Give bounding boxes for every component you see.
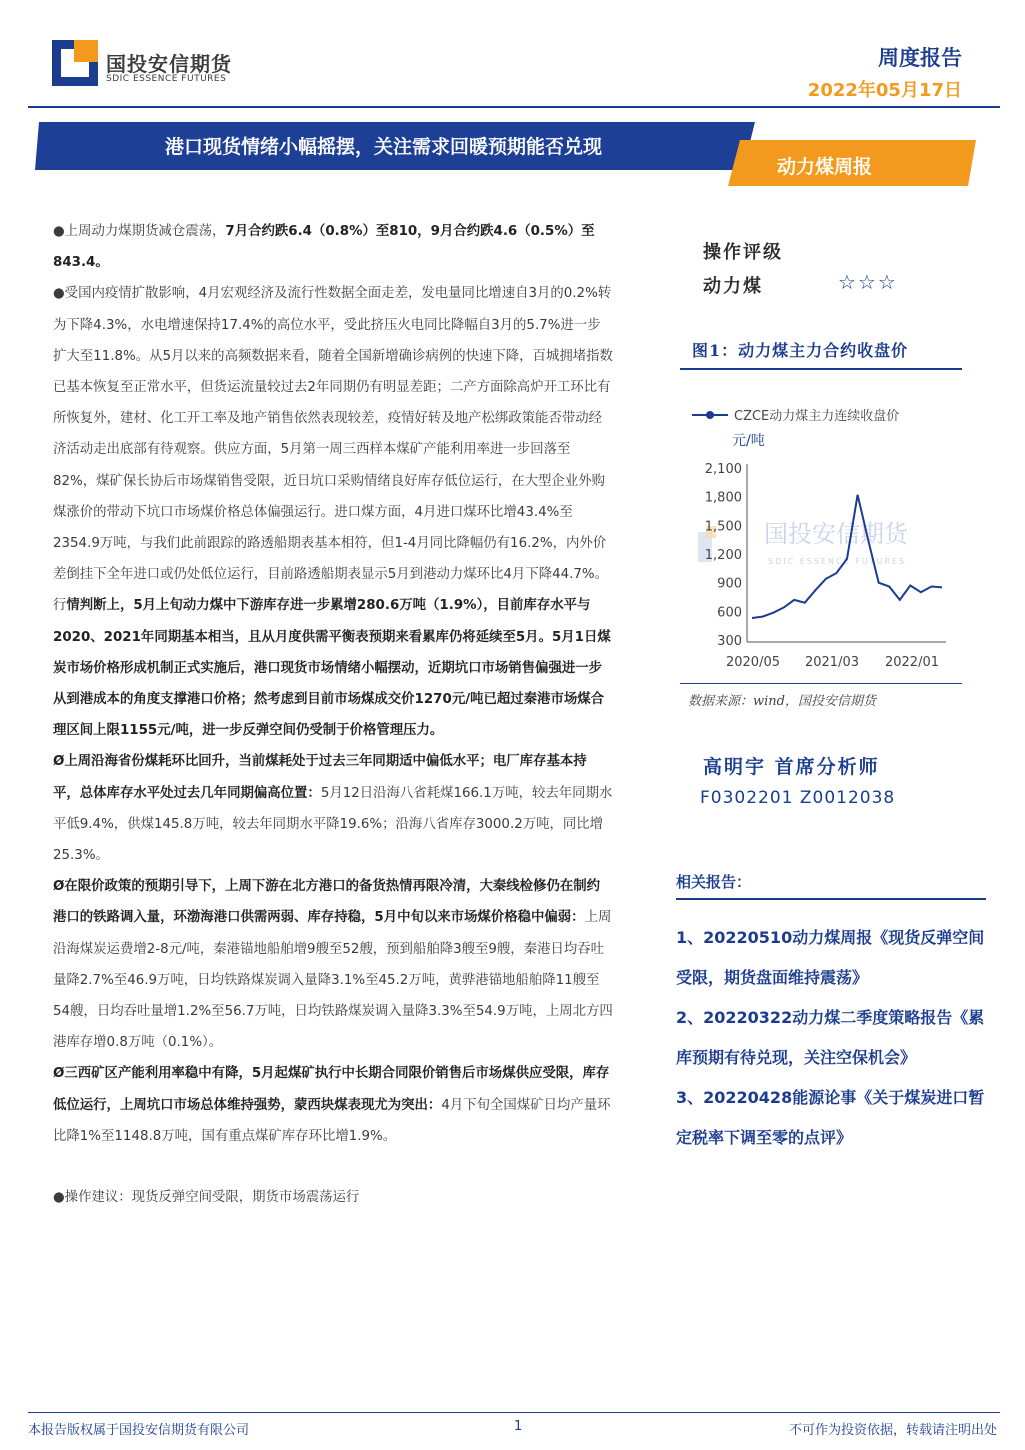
logo-company-name: 国投安信期货 [106, 52, 232, 76]
x-tick-label: 2021/03 [804, 655, 860, 670]
y-tick-label: 1,800 [704, 490, 742, 506]
y-tick-label: 1,500 [704, 519, 742, 535]
page-number: 1 [514, 1419, 523, 1434]
related-reports-title: 相关报告： [676, 873, 752, 891]
paragraph-supply: Ø三西矿区产能利用率稳中有降，5月起煤矿执行中长期合同限价销售后市场煤供应受限，库存低位运行，上周坑口市场总体维持强势，蒙西块煤表现尤为突出：4月下旬全国煤矿日均产量环比降1%至1148.8万吨，国有重点煤矿库存环比增1.9%。 [53, 1066, 611, 1144]
paragraph-summary: ●上周动力煤期货减仓震荡，7月合约跌6.4（0.8%）至810，9月合约跌4.6（0.5%）至843.4。 [53, 224, 595, 271]
related-reports-list [676, 918, 992, 1158]
report-title: 港口现货情绪小幅摇摆，关注需求回暖预期能否兑现 [165, 136, 603, 158]
report-date: 2022年05月17日 [807, 80, 962, 101]
legend-label: CZCE动力煤主力连续收盘价 [734, 409, 900, 424]
y-tick-group [705, 462, 742, 649]
footer-copyright: 本报告版权属于国投安信期货有限公司 [28, 1423, 250, 1438]
report-body [53, 216, 613, 1213]
y-tick-label: 1,200 [704, 548, 742, 563]
figure-divider-bottom [680, 683, 962, 684]
logo-company-name-en: SDIC ESSENCE FUTURES [106, 74, 227, 84]
y-tick-label: 900 [717, 576, 742, 592]
x-tick-label: 2020/05 [725, 655, 781, 670]
figure-divider-top [680, 368, 962, 370]
paragraph-ports: Ø在限价政策的预期引导下，上周下游在北方港口的备货热情再限冷清，大秦线检修仍在制约港口的铁路调入量，环渤海港口供需两弱、库存持稳，5月中旬以来市场煤价格稳中偏弱：上周沿海煤炭运费增2-8元/吨，秦港锚地船舶增9艘至52艘，预到船舶降3艘至9艘，秦港日均吞吐量降2.7%至46.9万吨，日均铁路煤炭调入量降3.1%至45.2万吨，黄骅港锚地船舶降11艘至54艘，日均吞吐量增1.2%至56.7万吨，日均铁路煤炭调入量降3.3%至54.9万吨，上周北方四港库存增0.8万吨（0.1%）。 [53, 879, 613, 1051]
rating-title: 操作评级 [703, 242, 783, 263]
x-tick-group [726, 655, 939, 670]
x-tick-label: 2022/01 [884, 655, 940, 670]
related-report-link[interactable]: 2、20220322动力煤二季度策略报告《累库预期有待兑现，关注空保机会》 [676, 1008, 985, 1067]
figure-title: 图1：动力煤主力合约收盘价 [692, 341, 909, 360]
y-tick-label: 2,100 [704, 462, 742, 477]
related-reports-divider [676, 898, 986, 900]
footer-divider [28, 1412, 1000, 1413]
y-tick-label: 600 [717, 605, 742, 621]
operation-advice: ●操作建议：现货反弹空间受限，期货市场震荡运行 [53, 1190, 360, 1206]
analyst-id: F0302201 Z0012038 [700, 788, 896, 808]
y-tick-label: 300 [717, 634, 742, 649]
logo-mark [52, 40, 98, 86]
footer-disclaimer: 不可作为投资依据，转载请注明出处 [788, 1423, 997, 1438]
header-divider [28, 106, 1000, 108]
rating-stars: ☆☆☆ [838, 270, 898, 294]
related-report-link[interactable]: 3、20220428能源论事《关于煤炭进口暂定税率下调至零的点评》 [676, 1088, 985, 1147]
watermark-text-en: SDIC ESSENCE FUTURES [768, 557, 907, 566]
price-chart [680, 380, 962, 680]
watermark-text: 国投安信期货 [764, 520, 908, 548]
legend-marker [706, 411, 714, 419]
figure-source: 数据来源：wind，国投安信期货 [688, 694, 876, 709]
related-report-link[interactable]: 1、20220510动力煤周报《现货反弹空间受限，期货盘面维持震荡》 [676, 928, 985, 987]
report-type: 周度报告 [878, 46, 962, 70]
report-subtitle: 动力煤周报 [777, 156, 873, 178]
paragraph-analysis: ●受国内疫情扩散影响，4月宏观经济及流行性数据全面走差，发电量同比增速自3月的0.2%转为下降4.3%，水电增速保持17.4%的高位水平，受此挤压火电同比降幅自3月的5.7%进一步扩大至11.8%。从5月以来的高频数据来看，随着全国新增确诊病例的快速下降，百城拥堵指数已基本恢复至正常水平，但货运流量较过去2年同期仍有明显差距；二产方面除高炉开工环比有所恢复外，建材、化工开工率及地产销售依然表现较差，疫情好转及地产松绑政策能否带动经济活动走出底部有待观察。供应方面，5月第一周三西样本煤矿产能利用率进一步回落至82%，煤矿保长协后市场煤销售受限，近日坑口采购情绪良好库存低位运行，在大型企业外购煤涨价的带动下坑口市场煤价格总体偏强运行。进口煤方面，4月进口煤环比增43.4%至2354.9万吨，与我们此前跟踪的路透船期表基本相符，但1-4月同比降幅仍有16.2%，内外价差倒挂下全年进口或仍处低位运行，目前路透船期表显示5月到港动力煤环比4月下降44.7%。行情判断上，5月上旬动力煤中下游库存进一步累增280.6万吨（1.9%），目前库存水平与2020、2021年同期基本相当，且从月度供需平衡表预期来看累库仍将延续至5月。5月1日煤炭市场价格形成机制正式实施后，港口现货市场情绪小幅摆动，近期坑口市场销售偏强进一步从到港成本的角度支撑港口价格；然考虑到目前市场煤成交价1270元/吨已超过秦港市场煤合理区间上限1155元/吨，进一步反弹空间仍受制于价格管理压力。 [53, 286, 613, 739]
rating-item: 动力煤 [703, 276, 763, 297]
chart-unit: 元/吨 [732, 433, 765, 449]
chart-svg [680, 380, 962, 680]
analyst-name: 高明宇 首席分析师 [703, 756, 880, 778]
paragraph-consumption: Ø上周沿海省份煤耗环比回升，当前煤耗处于过去三年同期适中偏低水平；电厂库存基本持平，总体库存水平处过去几年同期偏高位置：5月12日沿海八省耗煤166.1万吨，较去年同期水平低9.4%，供煤145.8万吨，较去年同期水平降19.6%；沿海八省库存3000.2万吨，同比增25.3%。 [53, 754, 613, 864]
